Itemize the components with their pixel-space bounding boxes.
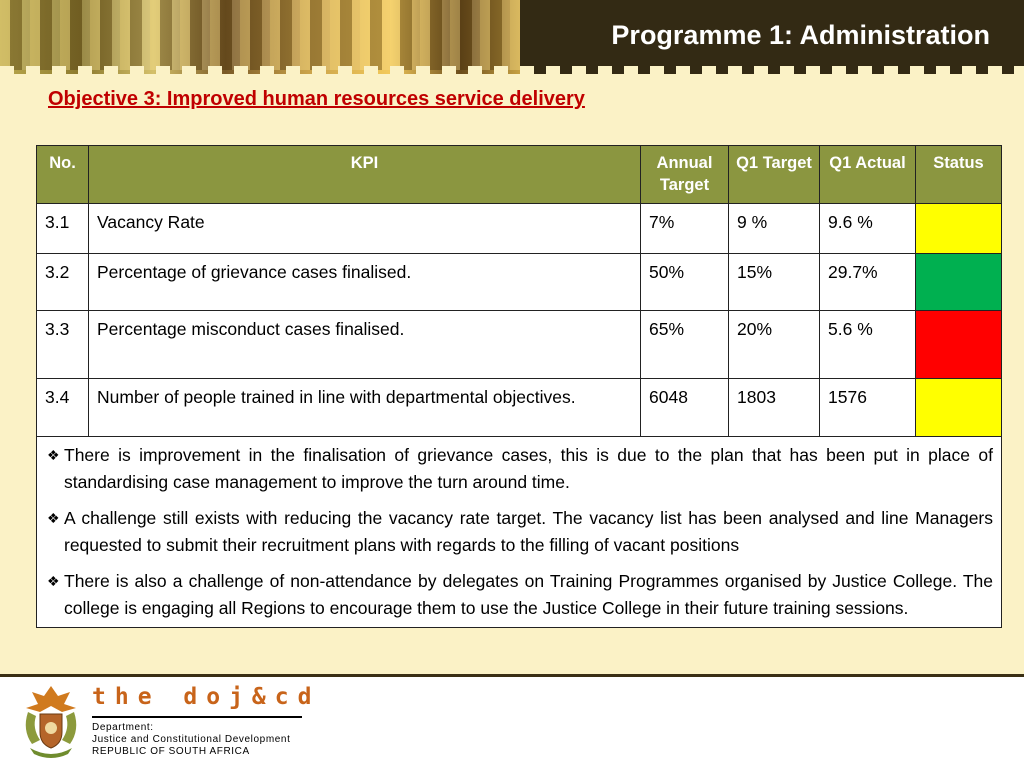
status-indicator: [916, 311, 1002, 379]
note-item: [45, 442, 993, 496]
row-number: 3.1: [37, 204, 89, 254]
objective-heading: Objective 3: Improved human resources service delivery: [48, 88, 585, 110]
diamond-bullet-icon: ❖: [47, 510, 60, 526]
kpi-description: Number of people trained in line with departmental objectives.: [89, 379, 641, 437]
column-header-q1-actual: Q1 Actual: [820, 146, 916, 204]
annual-target-value: 50%: [641, 254, 729, 311]
note-text: There is improvement in the finalisation of grievance cases, this is due to the plan that has been put in place of standardising case management to improve the turn around time.: [64, 445, 993, 492]
logo-divider: [92, 716, 302, 718]
q1-actual-value: 29.7%: [820, 254, 916, 311]
q1-actual-value: 5.6 %: [820, 311, 916, 379]
row-number: 3.3: [37, 311, 89, 379]
annual-target-value: 6048: [641, 379, 729, 437]
table-header-row: [37, 146, 1002, 204]
diamond-bullet-icon: ❖: [47, 573, 60, 589]
country-name: REPUBLIC OF SOUTH AFRICA: [92, 746, 250, 757]
row-number: 3.4: [37, 379, 89, 437]
note-text: A challenge still exists with reducing the vacancy rate target. The vacancy list has been analysed and line Managers requested to submit their recruitment plans with regards to the filling of vacant positions: [64, 508, 993, 555]
notes-cell: [37, 437, 1002, 628]
note-text: There is also a challenge of non-attendance by delegates on Training Programmes organised by Justice College. The college is engaging all Regions to encourage them to use the Justice College in their future training sessions.: [64, 571, 993, 618]
note-item: [45, 505, 993, 559]
header-banner: [0, 0, 1024, 80]
column-header-no: No.: [37, 146, 89, 204]
kpi-description: Percentage misconduct cases finalised.: [89, 311, 641, 379]
kpi-table: [36, 145, 1002, 628]
row-number: 3.2: [37, 254, 89, 311]
table-row: [37, 311, 1002, 379]
header-battlement-base: [0, 74, 1024, 80]
status-indicator: [916, 379, 1002, 437]
column-header-annual-target: Annual Target: [641, 146, 729, 204]
table-row: [37, 254, 1002, 311]
column-header-q1-target: Q1 Target: [729, 146, 820, 204]
department-label: Department:: [92, 722, 154, 733]
department-name: [92, 722, 290, 758]
department-full-name: Justice and Constitutional Development: [92, 734, 291, 745]
q1-actual-value: 1576: [820, 379, 916, 437]
page-title: Programme 1: Administration: [611, 20, 990, 50]
annual-target-value: 7%: [641, 204, 729, 254]
header-building-image: [0, 0, 520, 70]
column-header-kpi: KPI: [89, 146, 641, 204]
kpi-description: Percentage of grievance cases finalised.: [89, 254, 641, 311]
status-indicator: [916, 254, 1002, 311]
note-item: [45, 568, 993, 622]
coat-of-arms-icon: [18, 682, 84, 762]
doj-logo-text: the doj&cd: [92, 684, 321, 710]
diamond-bullet-icon: ❖: [47, 447, 60, 463]
q1-actual-value: 9.6 %: [820, 204, 916, 254]
notes-row: [37, 437, 1002, 628]
q1-target-value: 9 %: [729, 204, 820, 254]
q1-target-value: 1803: [729, 379, 820, 437]
q1-target-value: 20%: [729, 311, 820, 379]
table-row: [37, 204, 1002, 254]
column-header-status: Status: [916, 146, 1002, 204]
table-row: [37, 379, 1002, 437]
annual-target-value: 65%: [641, 311, 729, 379]
kpi-description: Vacancy Rate: [89, 204, 641, 254]
status-indicator: [916, 204, 1002, 254]
q1-target-value: 15%: [729, 254, 820, 311]
